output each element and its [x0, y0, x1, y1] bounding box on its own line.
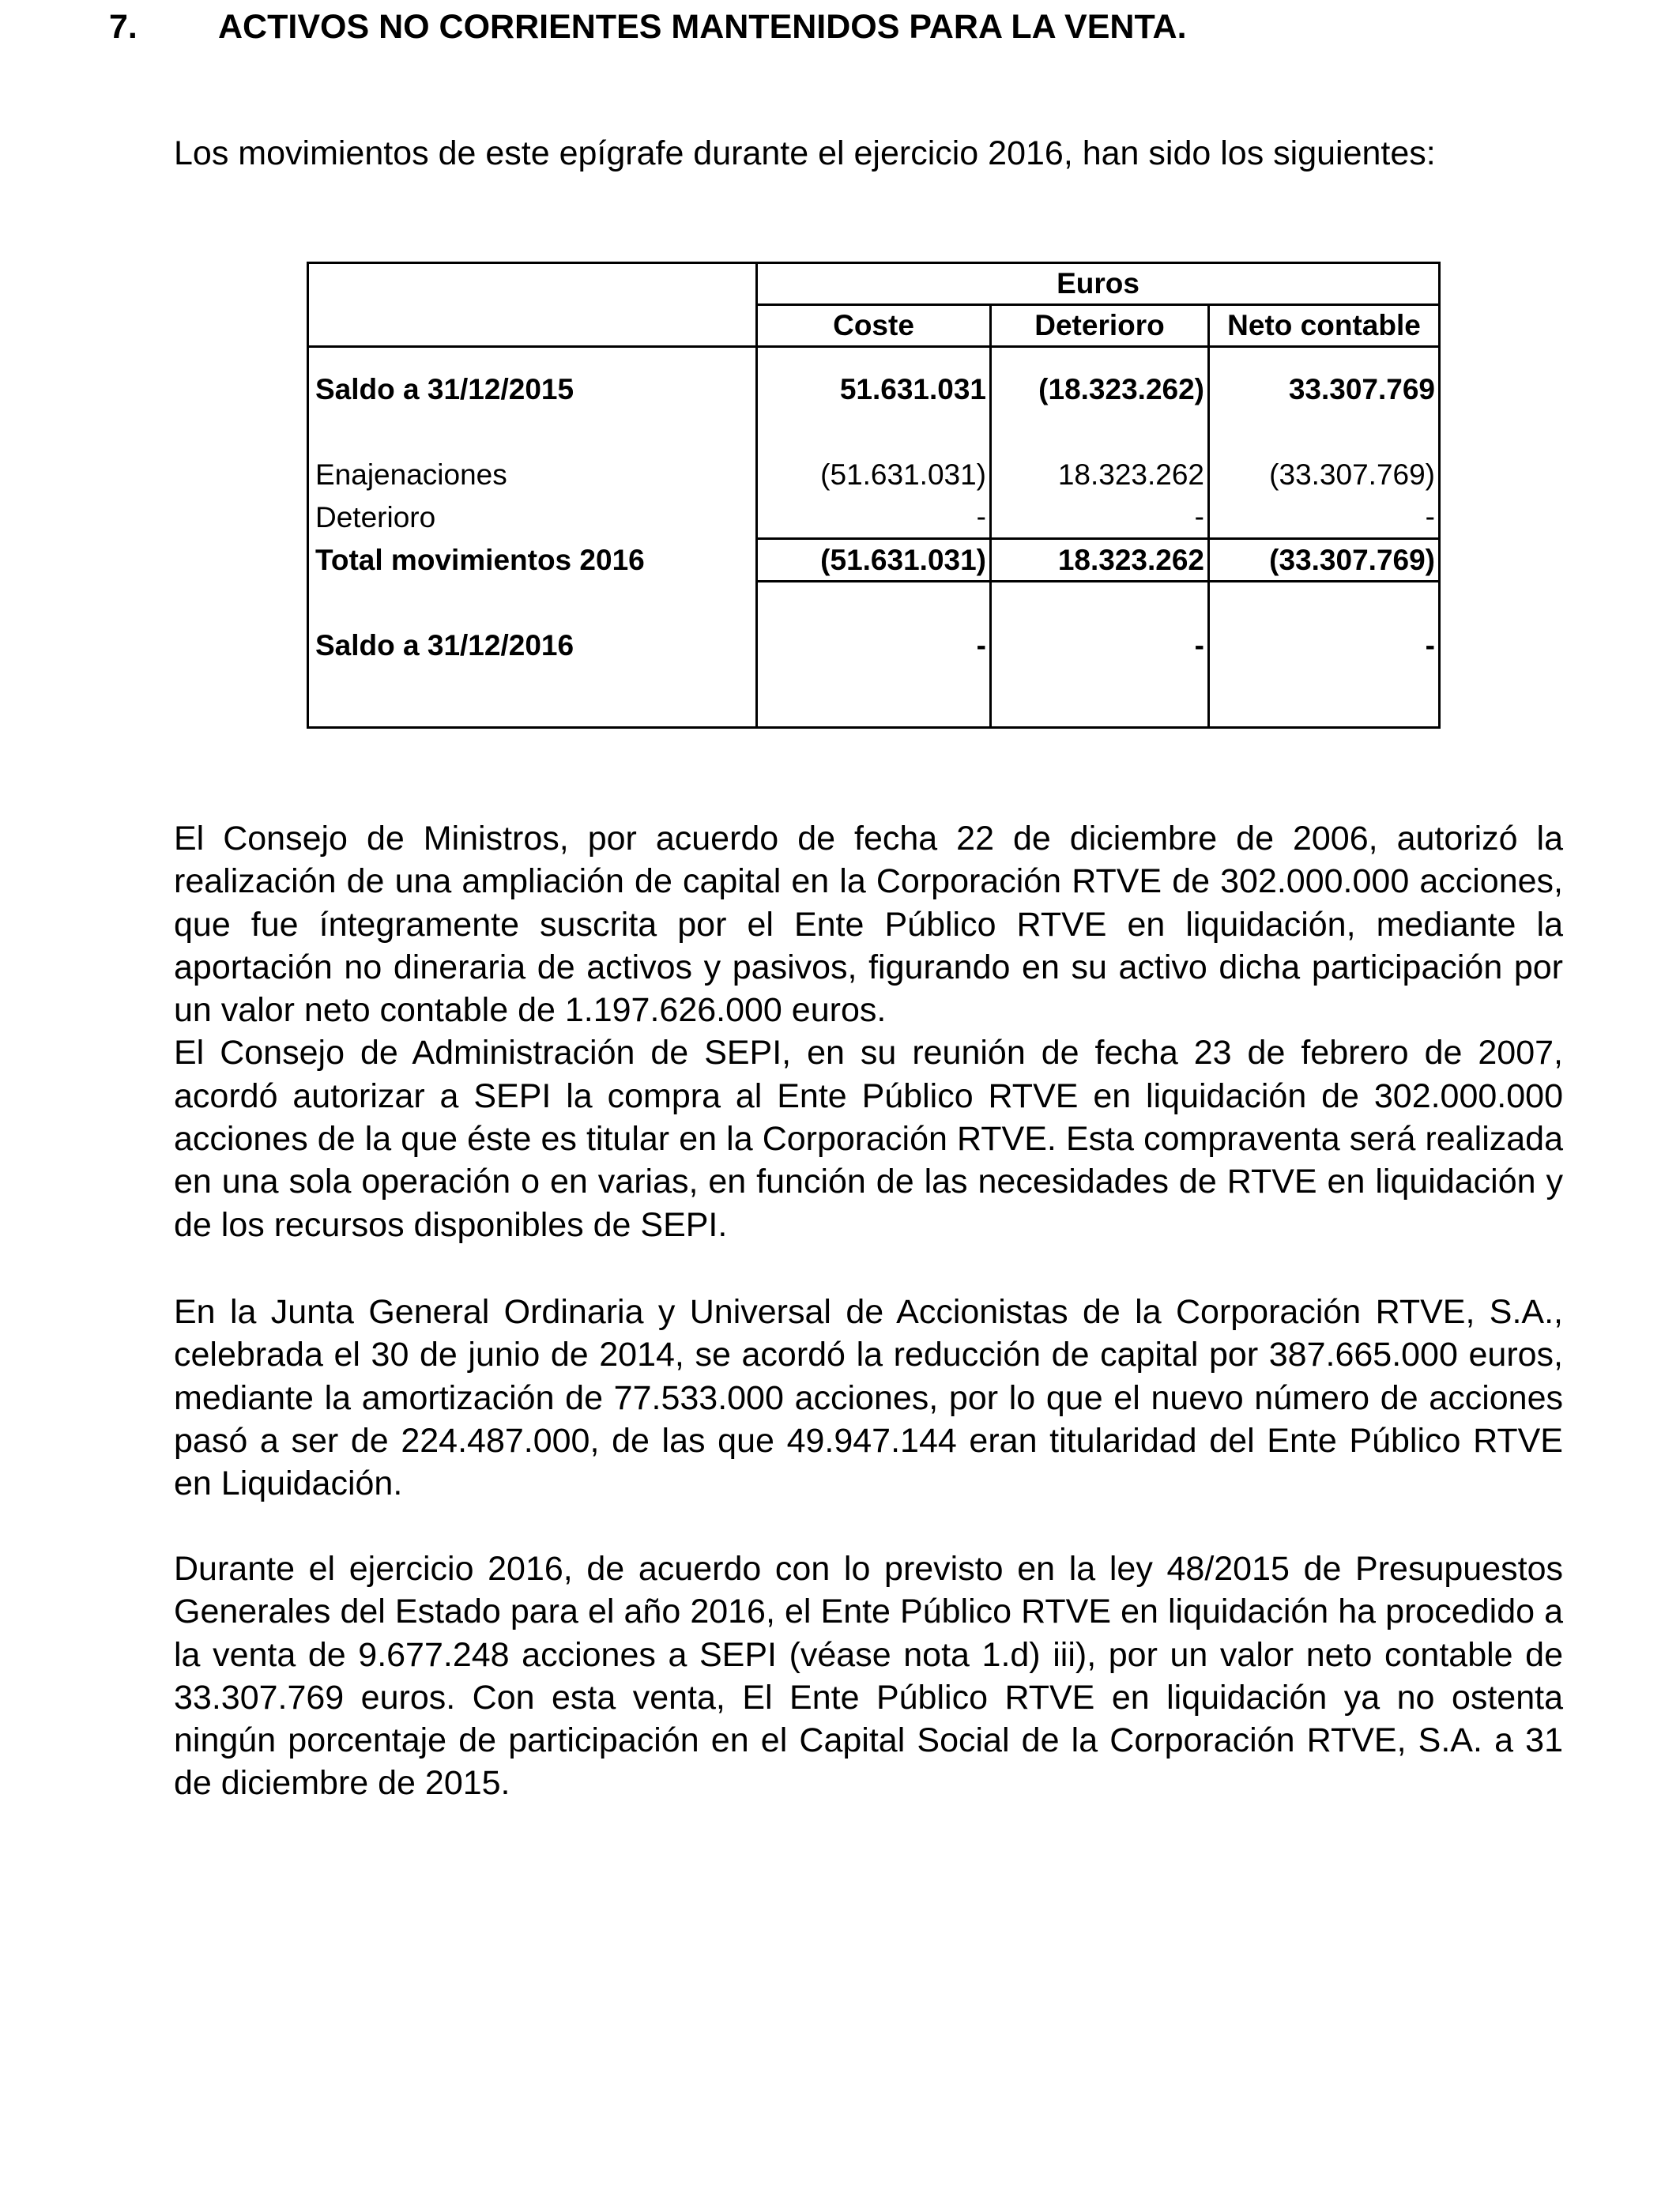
- col-header-coste: Coste: [757, 305, 991, 347]
- cell-deterioro: 18.323.262: [991, 539, 1209, 582]
- row-label: Total movimientos 2016: [308, 539, 757, 582]
- cell-neto: (33.307.769): [1209, 454, 1440, 496]
- table-row: [308, 369, 1440, 411]
- table-row: [308, 496, 1440, 539]
- spacer-row: [308, 667, 1440, 728]
- header-blank-cell: [308, 263, 757, 305]
- spacer-row: [308, 411, 1440, 454]
- section-heading: [109, 6, 1187, 47]
- spacer-row: [308, 582, 1440, 624]
- row-label: Deterioro: [308, 496, 757, 539]
- cell-coste: -: [757, 496, 991, 539]
- paragraph: En la Junta General Ordinaria y Universal de Accionistas de la Corporación RTVE, S.A., celebrada el 30 de junio de 2014, se acordó la reducción de capital por 387.665.000 euros, mediante la amortización de 77.533.000 acciones, por lo que el nuevo número de acciones pasó a ser de 224.487.000, de las que 49.947.144 eran titularidad del Ente Público RTVE en Liquidación.: [174, 1293, 1563, 1503]
- cell-neto: -: [1209, 624, 1440, 667]
- col-header-deterioro: Deterioro: [991, 305, 1209, 347]
- cell-coste: -: [757, 624, 991, 667]
- cell-deterioro: (18.323.262): [991, 369, 1209, 411]
- cell-deterioro: -: [991, 624, 1209, 667]
- spacer-row: [308, 347, 1440, 369]
- row-label: Enajenaciones: [308, 454, 757, 496]
- paragraph-block-2: [174, 1291, 1563, 1505]
- paragraph: Durante el ejercicio 2016, de acuerdo con lo previsto en la ley 48/2015 de Presupuestos Generales del Estado para el año 2016, el Ente Público RTVE en liquidación ha procedido a la venta de 9.677.248 acciones a SEPI (véase nota 1.d) iii), por un valor neto contable de 33.307.769 euros. Con esta venta, El Ente Público RTVE en liquidación ya no ostenta ningún porcentaje de participación en el Capital Social de la Corporación RTVE, S.A. a 31 de diciembre de 2015.: [174, 1550, 1563, 1803]
- cell-coste: 51.631.031: [757, 369, 991, 411]
- movements-table: [307, 262, 1441, 729]
- paragraph-block-3: [174, 1547, 1563, 1805]
- table-row: [308, 454, 1440, 496]
- table-row: [308, 624, 1440, 667]
- cell-deterioro: 18.323.262: [991, 454, 1209, 496]
- header-blank-cell-2: [308, 305, 757, 347]
- cell-coste: (51.631.031): [757, 454, 991, 496]
- table-row-total: [308, 539, 1440, 582]
- paragraph-block-1: [174, 817, 1563, 1246]
- intro-text: Los movimientos de este epígrafe durante el ejercicio 2016, han sido los siguientes:: [174, 134, 1436, 172]
- cell-neto: (33.307.769): [1209, 539, 1440, 582]
- group-header-euros: Euros: [757, 263, 1440, 305]
- col-header-neto-contable: Neto contable: [1209, 305, 1440, 347]
- section-number: 7.: [109, 8, 137, 46]
- section-title: ACTIVOS NO CORRIENTES MANTENIDOS PARA LA VENTA.: [218, 8, 1187, 46]
- cell-neto: 33.307.769: [1209, 369, 1440, 411]
- paragraph: El Consejo de Administración de SEPI, en su reunión de fecha 23 de febrero de 2007, acordó autorizar a SEPI la compra al Ente Público RTVE en liquidación de 302.000.000 acciones de la que éste es titular en la Corporación RTVE. Esta compraventa será realizada en una sola operación o en varias, en función de las necesidades de RTVE en liquidación y de los recursos disponibles de SEPI.: [174, 1034, 1563, 1244]
- cell-neto: -: [1209, 496, 1440, 539]
- cell-coste: (51.631.031): [757, 539, 991, 582]
- paragraph: El Consejo de Ministros, por acuerdo de fecha 22 de diciembre de 2006, autorizó la realización de una ampliación de capital en la Corporación RTVE de 302.000.000 acciones, que fue íntegramente suscrita por el Ente Público RTVE en liquidación, mediante la aportación no dineraria de activos y pasivos, figurando en su activo dicha participación por un valor neto contable de 1.197.626.000 euros.: [174, 820, 1563, 1030]
- row-label: Saldo a 31/12/2015: [308, 369, 757, 411]
- row-label: Saldo a 31/12/2016: [308, 624, 757, 667]
- cell-deterioro: -: [991, 496, 1209, 539]
